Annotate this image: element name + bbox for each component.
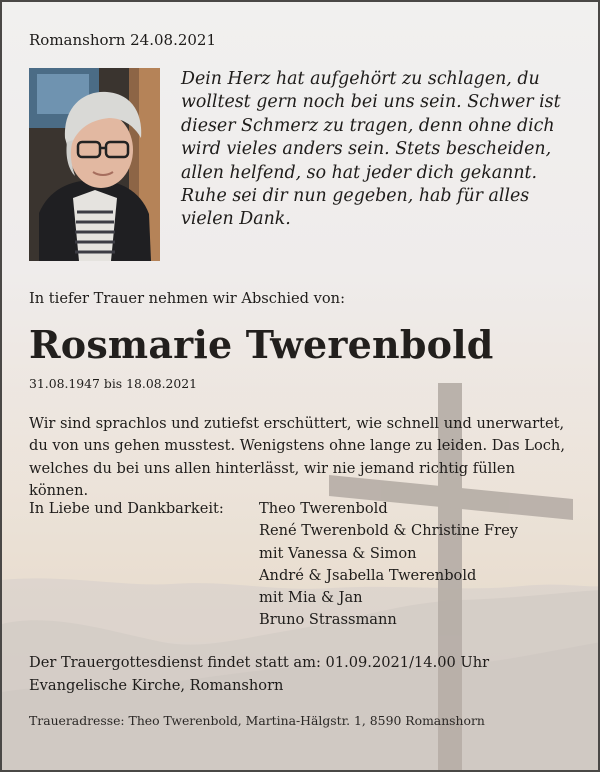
birth-date: 31.08.1947: [29, 376, 100, 391]
mourner-name: André & Jsabella Twerenbold: [259, 566, 477, 584]
portrait-illustration: [29, 68, 160, 261]
dates-separator: bis: [103, 376, 123, 391]
mourner-name: mit Mia & Jan: [259, 589, 363, 607]
service-info: [29, 652, 489, 697]
mourners-label: In Liebe und Dankbarkeit:: [29, 500, 224, 517]
deceased-name: Rosmarie Twerenbold: [29, 322, 494, 367]
obituary-content: [2, 2, 600, 772]
farewell-message: Wir sind sprachlos und zutiefst erschüttert, wie schnell und unerwartet, du von uns gehen musstest. Wenigstens ohne lange zu leiden. Das Loch, welches du bei uns allen hinterlässt, wir nie jemand richtig füllen können.: [29, 415, 565, 499]
mourner-name: Theo Twerenbold: [259, 500, 388, 517]
mourner-name: René Twerenbold & Christine Frey: [259, 522, 518, 540]
intro-text: In tiefer Trauer nehmen wir Abschied von:: [29, 290, 345, 307]
poem-text: Dein Herz hat aufgehört zu schlagen, du wolltest gern noch bei uns sein. Schwer ist dieser Schmerz zu tragen, denn ohne dich wird vieles anders sein. Stets bescheiden, allen helfend, so hat jeder dich gekannt. Ruhe sei dir nun gegeben, hab für alles vielen Dank.: [181, 69, 561, 230]
mourners-list: [259, 498, 518, 632]
mourner-name: Bruno Strassmann: [259, 611, 397, 629]
portrait-photo: [29, 68, 160, 261]
service-location: Evangelische Kirche, Romanshorn: [29, 676, 284, 694]
mourner-name: mit Vanessa & Simon: [259, 544, 417, 562]
death-date: 18.08.2021: [126, 376, 198, 391]
place-date: Romanshorn 24.08.2021: [29, 31, 217, 49]
mourning-address: Traueradresse: Theo Twerenbold, Martina-Hälgstr. 1, 8590 Romanshorn: [29, 713, 485, 728]
service-datetime: Der Trauergottesdienst findet statt am: 01.09.2021/14.00 Uhr: [29, 654, 490, 671]
life-dates: [29, 376, 197, 391]
